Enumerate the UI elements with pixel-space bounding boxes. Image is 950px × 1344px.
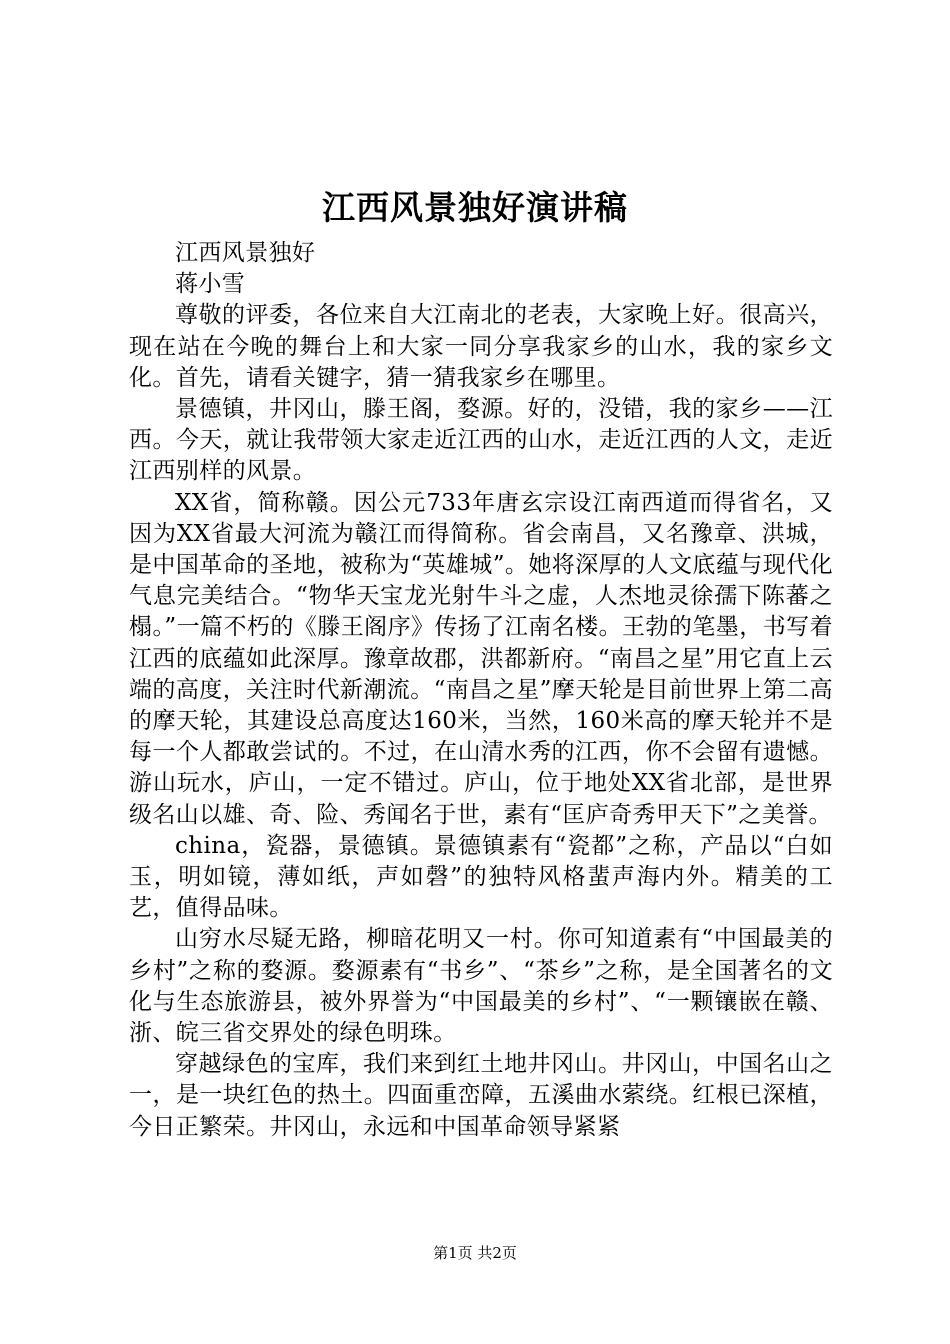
subtitle: 江西风景独好 [175, 240, 316, 266]
paragraph: 景德镇，井冈山，滕王阁，婺源。好的，没错，我的家乡——江西。今天，就让我带领大家走近江西的山水，走近江西的人文，走近江西别样的风景。 [129, 396, 833, 485]
document-body [129, 238, 833, 1143]
page-footer: 第1页 共2页 [433, 1244, 517, 1262]
page-title: 江西风景独好演讲稿 [322, 188, 628, 227]
author: 蒋小雪 [175, 271, 246, 298]
paragraph: 穿越绿色的宝库，我们来到红土地井冈山。井冈山，中国名山之一，是一块红色的热土。四面重峦障，五溪曲水萦绕。红根已深植，今日正繁荣。井冈山，永远和中国革命领导紧紧 [129, 1051, 833, 1140]
paragraph: china，瓷器，景德镇。景德镇素有“瓷都”之称，产品以“白如玉，明如镜，薄如纸，声如磬”的独特风格蜚声海内外。精美的工艺，值得品味。 [129, 832, 833, 922]
paragraph: 尊敬的评委，各位来自大江南北的老表，大家晚上好。很高兴，现在站在今晚的舞台上和大家一同分享我家乡的山水，我的家乡文化。首先，请看关键字，猜一猜我家乡在哪里。 [129, 302, 833, 391]
paragraph: XX省，简称赣。因公元733年唐玄宗设江南西道而得省名，又因为XX省最大河流为赣江而得简称。省会南昌，又名豫章、洪城，是中国革命的圣地，被称为“英雄城”。她将深厚的人文底蕴与现代化气息完美结合。“物华天宝龙光射牛斗之虚，人杰地灵徐孺下陈蕃之榻。”一篇不朽的《滕王阁序》传扬了江南名楼。王勃的笔墨，书写着江西的底蕴如此深厚。豫章故郡，洪都新府。“南昌之星”用它直上云端的高度，关注时代新潮流。“南昌之星”摩天轮是目前世界上第二高的摩天轮，其建设总高度达160米，当然，160米高的摩天轮并不是每一个人都敢尝试的。不过，在山清水秀的江西，你不会留有遗憾。游山玩水，庐山，一定不错过。庐山，位于地处XX省北部，是世界级名山以雄、奇、险、秀闻名于世，素有“匡庐奇秀甲天下”之美誉。 [129, 489, 833, 828]
paragraph: 山穷水尽疑无路，柳暗花明又一村。你可知道素有“中国最美的乡村”之称的婺源。婺源素有“书乡”、“茶乡”之称，是全国著名的文化与生态旅游县，被外界誉为“中国最美的乡村”、“一颗镶嵌在赣、浙、皖三省交界处的绿色明珠。 [129, 926, 833, 1047]
